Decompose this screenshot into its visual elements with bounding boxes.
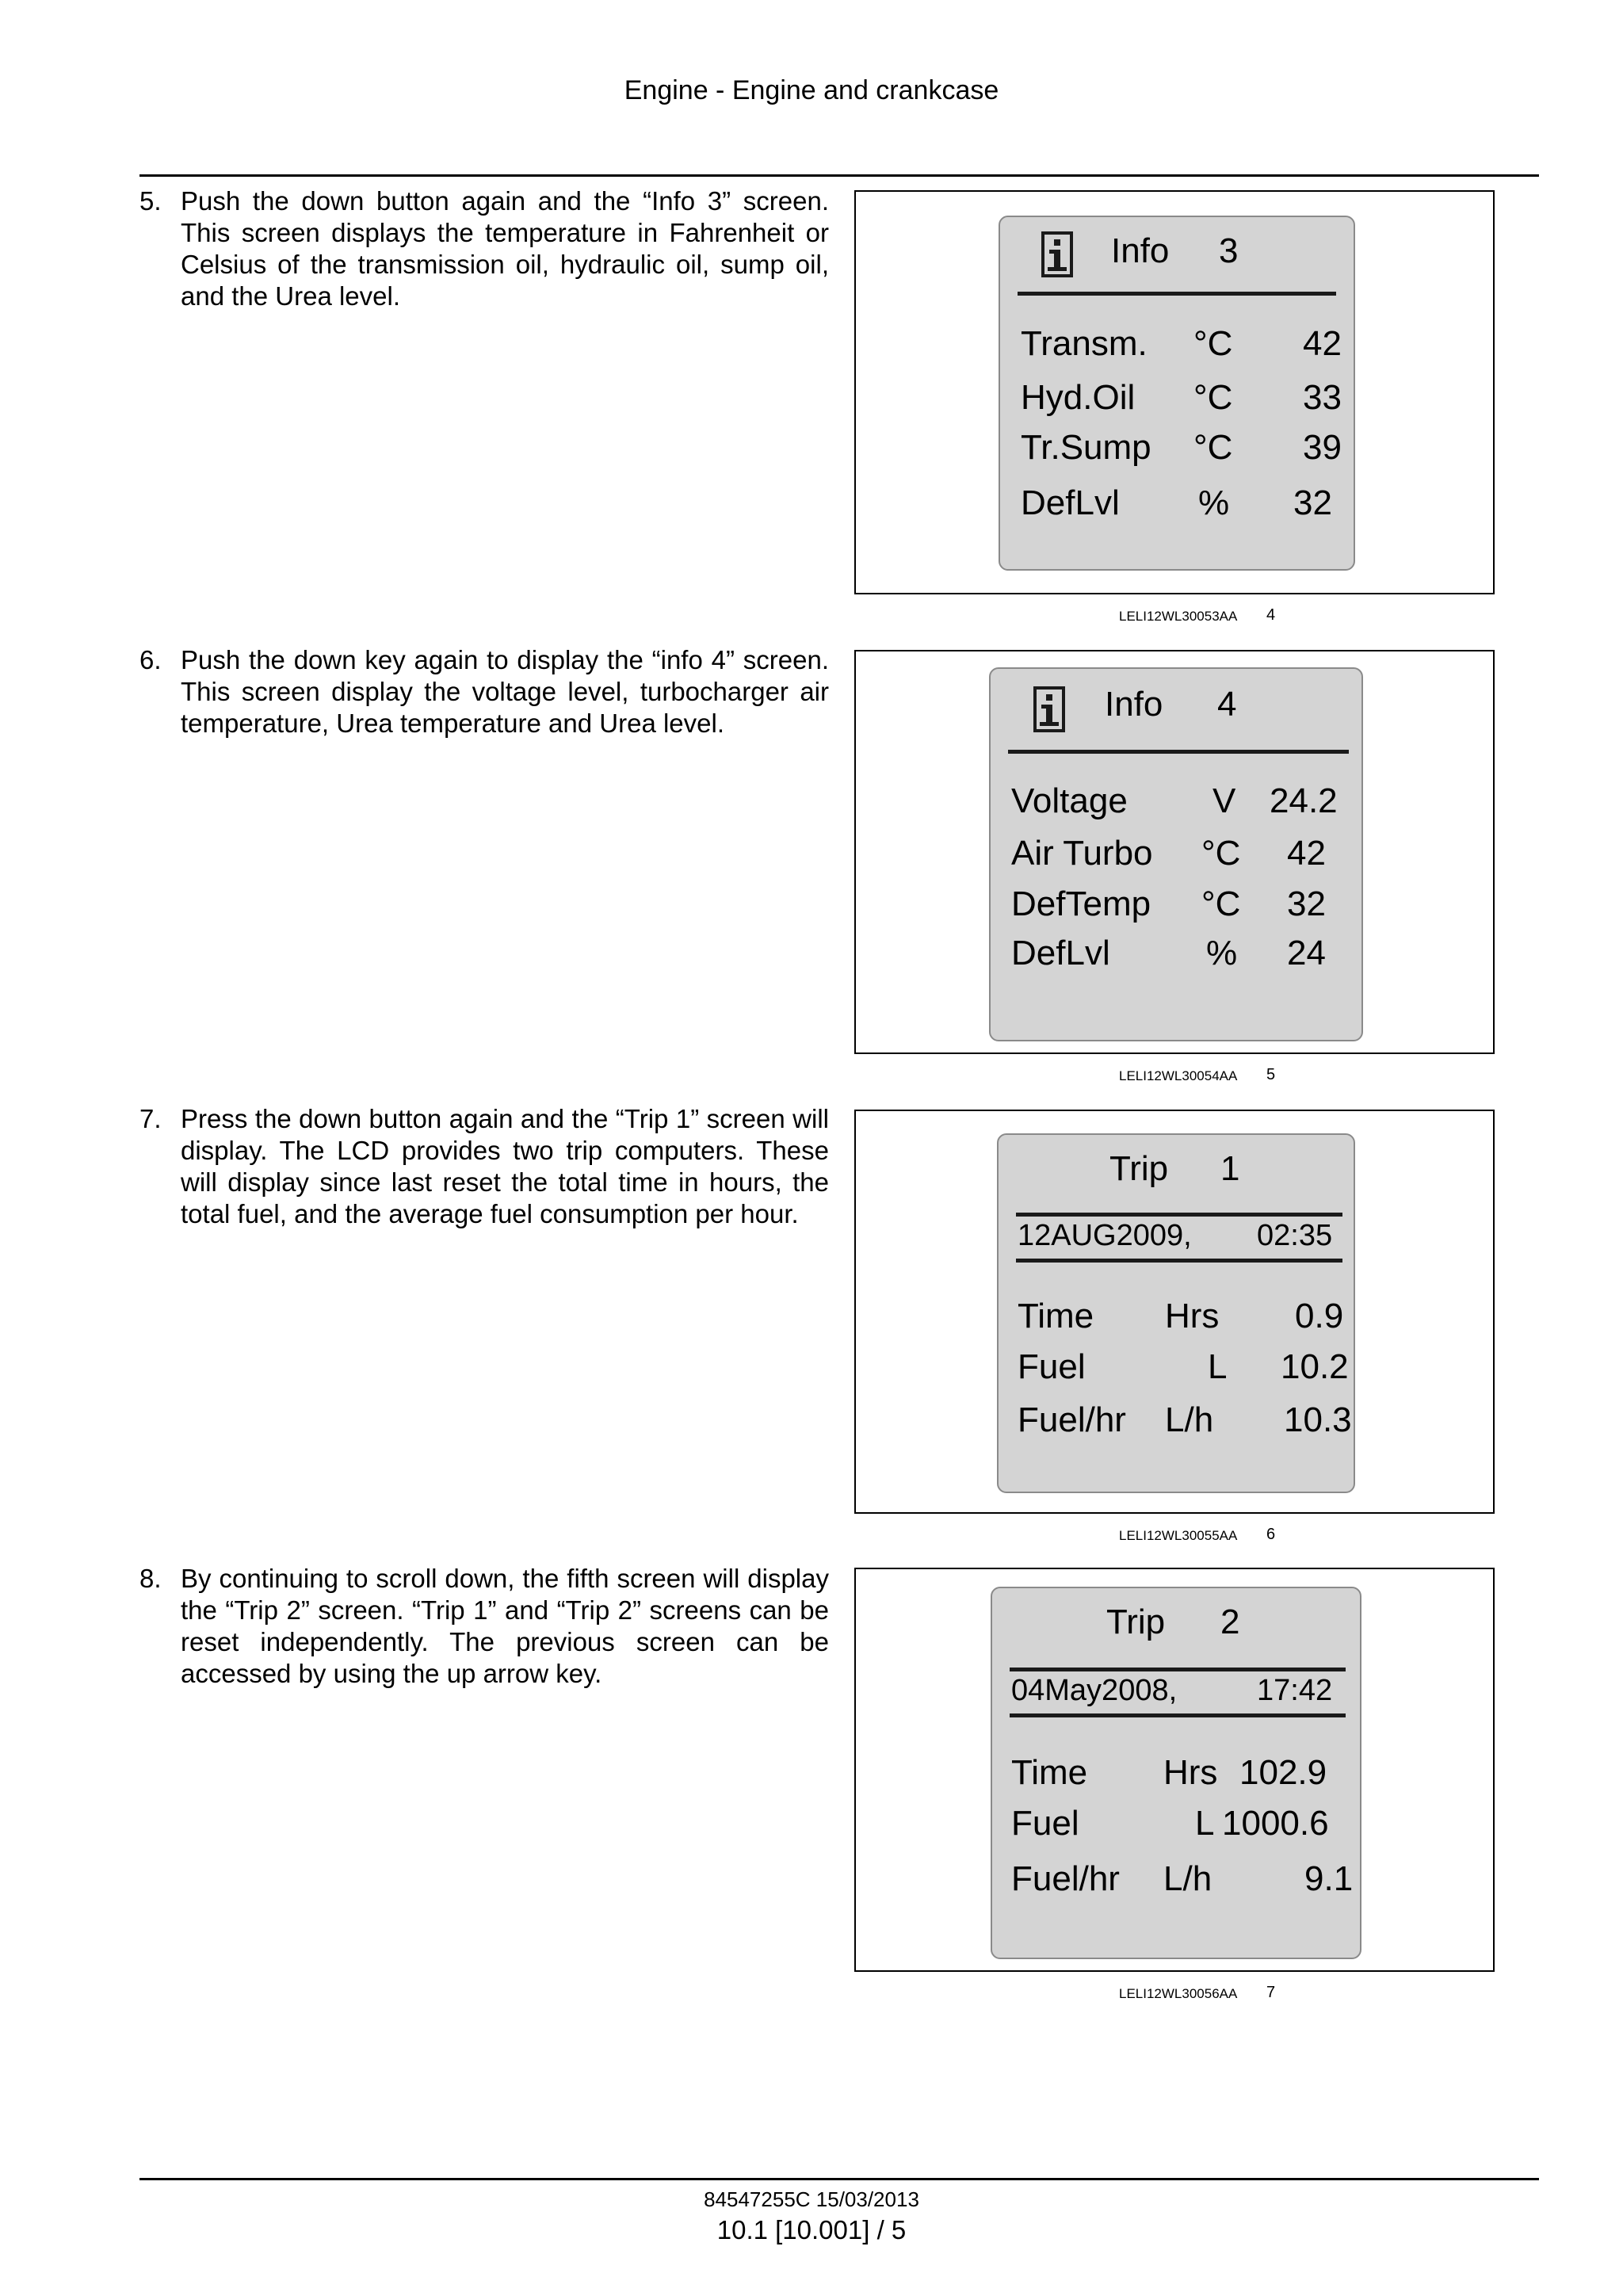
row-label: DefTemp [1011,884,1151,923]
row-unit: % [1206,934,1238,972]
screen-title: Info [1105,685,1163,724]
row-value: 9.1 [1304,1859,1354,1898]
page-reference: 10.1 [10.001] / 5 [716,2215,907,2244]
row-label: Voltage [1011,781,1128,820]
date-separator [1016,1259,1342,1263]
step-text: Push the down key again to display the “info 4” screen. This screen display the voltage level, turbocharger air temperature, Urea temperature and Urea level. [181,645,829,738]
row-value: 24.2 [1270,781,1338,820]
row-label: DefLvl [1011,934,1110,972]
screen-number: 4 [1217,685,1237,724]
screen-title: Trip [1109,1149,1169,1188]
trip-time: 02:35 [1257,1219,1333,1252]
row-value: 42 [1303,324,1342,363]
header-divider [139,174,1539,177]
row-value: 32 [1293,483,1332,522]
step-number: 7. [139,1104,162,1133]
row-unit: Hrs [1163,1753,1218,1792]
screen-title: Trip [1106,1603,1166,1641]
info-icon [1041,231,1073,277]
row-unit: V [1212,781,1236,820]
row-label: Fuel [1011,1804,1079,1843]
row-value: 42 [1287,834,1326,873]
row-value: 102.9 [1239,1753,1327,1792]
figure-caption: LELI12WL30053AA [1119,609,1238,624]
figure-trip-2 [854,1568,1495,1972]
info-icon [1033,686,1065,732]
trip-date: 12AUG2009, [1018,1219,1192,1252]
row-unit: Hrs [1165,1297,1220,1335]
screen-title: Info [1111,231,1170,270]
lcd-screen [991,1587,1361,1959]
row-label: Fuel [1018,1347,1086,1386]
step-text: Press the down button again and the “Trip 1” screen will display. The LCD provides two trip computers. These will display since last reset the total time in hours, the total fuel, and the average fuel consumption per hour. [181,1104,829,1228]
screen-number: 3 [1219,231,1239,270]
row-label: Air Turbo [1011,834,1153,873]
row-unit: °C [1193,428,1233,467]
row-unit: °C [1201,834,1241,873]
figure-number: 4 [1266,606,1276,624]
title-separator [1016,1213,1342,1217]
title-separator [1010,1668,1346,1671]
figure-info-4 [854,650,1495,1054]
row-label: Hyd.Oil [1021,378,1136,417]
figure-caption: LELI12WL30056AA [1119,1986,1238,2001]
row-label: Fuel/hr [1011,1859,1120,1898]
row-label: DefLvl [1021,483,1120,522]
row-label: Transm. [1021,324,1148,363]
trip-date: 04May2008, [1011,1674,1178,1707]
step-6 [139,644,829,739]
figure-number: 6 [1266,1526,1276,1543]
date-separator [1010,1713,1346,1717]
figure-number: 5 [1266,1066,1276,1083]
row-value: 33 [1303,378,1342,417]
row-value: 32 [1287,884,1326,923]
step-text: By continuing to scroll down, the fifth screen will display the “Trip 2” screen. “Trip 1” and “Trip 2” screens can be reset independently. The previous screen can be accessed by using the up arrow key. [181,1564,829,1688]
row-value: 1000.6 [1222,1804,1329,1843]
lcd-screen [997,1133,1355,1493]
row-unit: L/h [1165,1400,1214,1439]
step-number: 8. [139,1564,162,1593]
screen-number: 2 [1220,1603,1240,1641]
row-label: Time [1011,1753,1088,1792]
step-7 [139,1103,829,1230]
row-label: Tr.Sump [1021,428,1151,467]
row-value: 0.9 [1295,1297,1344,1335]
footer-divider [139,2178,1539,2180]
trip-time: 17:42 [1257,1674,1333,1707]
lcd-screen [999,216,1355,571]
row-label: Fuel/hr [1018,1400,1126,1439]
row-unit: L [1208,1347,1228,1386]
lcd-screen [989,667,1363,1041]
step-number: 6. [139,645,162,674]
step-5 [139,185,829,312]
row-unit: °C [1193,378,1233,417]
step-number: 5. [139,186,162,216]
row-value: 10.3 [1284,1400,1352,1439]
step-8 [139,1563,829,1690]
step-text: Push the down button again and the “Info 3” screen. This screen displays the temperature in Fahrenheit or Celsius of the transmission oil, hydraulic oil, sump oil, and the Urea level. [181,186,829,311]
figure-caption: LELI12WL30054AA [1119,1068,1238,1083]
row-unit: °C [1201,884,1241,923]
row-unit: °C [1193,324,1233,363]
title-separator [1008,750,1349,754]
page-header-title: Engine - Engine and crankcase [624,75,999,105]
row-value: 10.2 [1281,1347,1349,1386]
row-value: 39 [1303,428,1342,467]
document-reference: 84547255C 15/03/2013 [704,2187,919,2211]
title-separator [1018,292,1336,296]
figure-info-3 [854,190,1495,594]
row-unit: % [1198,483,1230,522]
row-value: 24 [1287,934,1326,972]
row-label: Time [1018,1297,1094,1335]
row-unit: L/h [1163,1859,1212,1898]
figure-caption: LELI12WL30055AA [1119,1528,1238,1543]
row-unit: L [1195,1804,1215,1843]
figure-number: 7 [1266,1984,1276,2001]
figure-trip-1 [854,1110,1495,1514]
screen-number: 1 [1220,1149,1240,1188]
